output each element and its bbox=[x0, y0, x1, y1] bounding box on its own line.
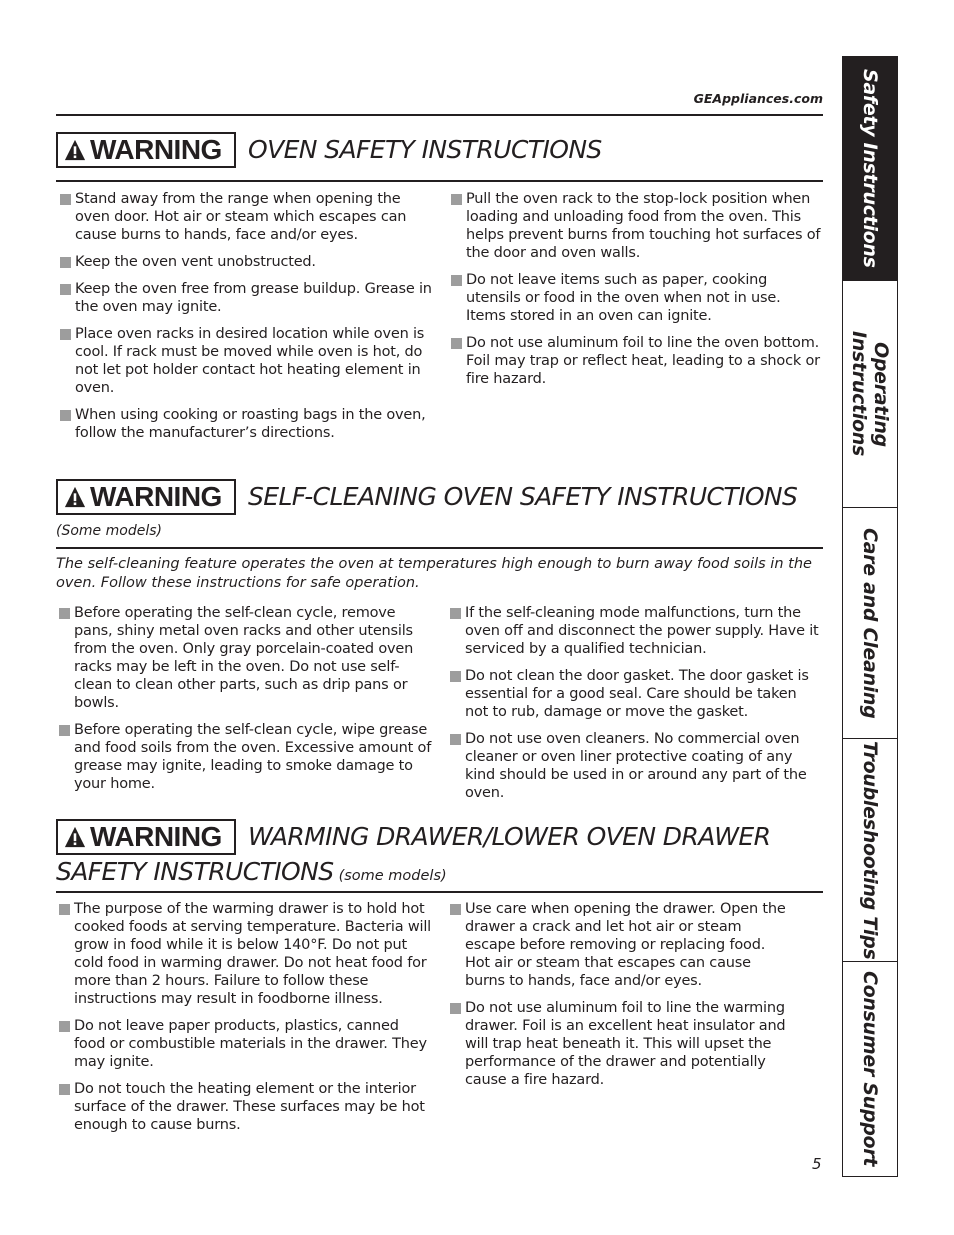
tab-consumer-support[interactable] bbox=[843, 961, 897, 1176]
list-item: Pull the oven rack to the stop-lock position when loading and unloading food from the oven. This helps prevent burns from touching hot surfaces of the door and oven walls. bbox=[449, 190, 821, 262]
list-item: Do not leave paper products, plastics, canned food or combustible materials in the drawer. They may ignite. bbox=[57, 1017, 432, 1071]
tab-operating-instructions[interactable] bbox=[843, 280, 897, 507]
section-rule bbox=[56, 180, 823, 182]
tab-label: Care and Cleaning bbox=[859, 527, 881, 719]
list-item: Keep the oven free from grease buildup. Grease in the oven may ignite. bbox=[58, 280, 433, 316]
section-heading bbox=[56, 132, 823, 172]
left-column bbox=[58, 190, 433, 451]
tab-troubleshooting-tips[interactable] bbox=[843, 738, 897, 961]
tab-care-and-cleaning[interactable] bbox=[843, 507, 897, 738]
tab-safety-instructions[interactable] bbox=[843, 57, 897, 280]
section-title: SELF-CLEANING OVEN SAFETY INSTRUCTIONS bbox=[248, 482, 798, 511]
list-item: Before operating the self-clean cycle, remove pans, shiny metal oven racks and other utensils from the oven. Only gray porcelain-coated oven racks may be left in the oven. Do not use self-clean to clean other parts, such as drip pans or bowls. bbox=[57, 604, 432, 712]
tab-label: Troubleshooting Tips bbox=[859, 740, 881, 960]
list-item: Before operating the self-clean cycle, wipe grease and food soils from the oven. Excessive amount of grease may ignite, leading to smoke damage to your home. bbox=[57, 721, 432, 793]
list-item: The purpose of the warming drawer is to hold hot cooked foods at serving temperature. Bacteria will grow in food while it is below 140°F. Do not put cold food in warming drawer. Do not heat food for more than 2 hours. Failure to follow these instructions may result in foodborne illness. bbox=[57, 900, 432, 1008]
list-item: When using cooking or roasting bags in the oven, follow the manufacturer’s directions. bbox=[58, 406, 433, 442]
list-item: Do not clean the door gasket. The door gasket is essential for a good seal. Care should be taken not to rub, damage or move the gasket. bbox=[448, 667, 821, 721]
list-item: Do not use oven cleaners. No commercial oven cleaner or oven liner protective coating of any kind should be used in or around any part of the oven. bbox=[448, 730, 821, 802]
page-number: 5 bbox=[812, 1155, 822, 1173]
warning-label: WARNING bbox=[90, 481, 222, 512]
side-tab-bar bbox=[842, 56, 898, 1177]
right-column bbox=[448, 604, 821, 811]
warning-triangle-icon bbox=[64, 826, 86, 848]
warning-triangle-icon bbox=[64, 486, 86, 508]
section-rule bbox=[56, 547, 823, 549]
section-title-line2: SAFETY INSTRUCTIONS bbox=[56, 857, 334, 886]
top-rule bbox=[56, 114, 823, 116]
list-item: Use care when opening the drawer. Open the drawer a crack and let hot air or steam escape before removing or replacing food. Hot air or steam that escapes can cause burns to hands, face and/or eyes. bbox=[448, 900, 793, 990]
list-item: Do not leave items such as paper, cooking utensils or food in the oven when not in use. Items stored in an oven can ignite. bbox=[449, 271, 821, 325]
models-note: (some models) bbox=[338, 868, 447, 884]
list-item: Keep the oven vent unobstructed. bbox=[58, 253, 433, 271]
self-cleaning-section bbox=[56, 479, 823, 799]
warning-badge bbox=[56, 819, 236, 855]
list-item: Stand away from the range when opening the oven door. Hot air or steam which escapes can cause burns to hands, face and/or eyes. bbox=[58, 190, 433, 244]
section-title-continued bbox=[56, 857, 447, 886]
warming-drawer-section bbox=[56, 819, 823, 1149]
list-item: Do not use aluminum foil to line the warming drawer. Foil is an excellent heat insulator and will trap heat beneath it. This will upset the performance of the drawer and potentially cause a fire hazard. bbox=[448, 999, 793, 1089]
warning-triangle-icon bbox=[64, 139, 86, 161]
tab-label: Consumer Support bbox=[859, 971, 881, 1167]
right-column bbox=[449, 190, 821, 397]
section-title: WARMING DRAWER/LOWER OVEN DRAWER bbox=[248, 822, 771, 851]
section-title: OVEN SAFETY INSTRUCTIONS bbox=[248, 135, 602, 164]
section-heading bbox=[56, 819, 823, 859]
list-item: If the self-cleaning mode malfunctions, turn the oven off and disconnect the power supply. Have it serviced by a qualified technician. bbox=[448, 604, 821, 658]
website-url: GEAppliances.com bbox=[693, 91, 823, 106]
right-column bbox=[448, 900, 793, 1098]
left-column bbox=[57, 900, 432, 1143]
models-note: (Some models) bbox=[56, 523, 162, 539]
warning-label: WARNING bbox=[90, 821, 222, 852]
list-item: Do not use aluminum foil to line the oven bottom. Foil may trap or reflect heat, leading to a shock or fire hazard. bbox=[449, 334, 821, 388]
list-item: Do not touch the heating element or the interior surface of the drawer. These surfaces may be hot enough to cause burns. bbox=[57, 1080, 432, 1134]
section-intro: The self-cleaning feature operates the oven at temperatures high enough to burn away food soils in the oven. Follow these instructions for safe operation. bbox=[56, 556, 812, 591]
section-rule bbox=[56, 891, 823, 893]
tab-label: Operating Instructions bbox=[848, 331, 892, 457]
warning-label: WARNING bbox=[90, 134, 222, 165]
warning-badge bbox=[56, 132, 236, 168]
tab-label: Safety Instructions bbox=[859, 69, 881, 268]
left-column bbox=[57, 604, 432, 802]
section-heading bbox=[56, 479, 823, 519]
warning-badge bbox=[56, 479, 236, 515]
oven-safety-section bbox=[56, 132, 823, 452]
list-item: Place oven racks in desired location while oven is cool. If rack must be moved while oven is hot, do not let pot holder contact hot heating element in oven. bbox=[58, 325, 433, 397]
